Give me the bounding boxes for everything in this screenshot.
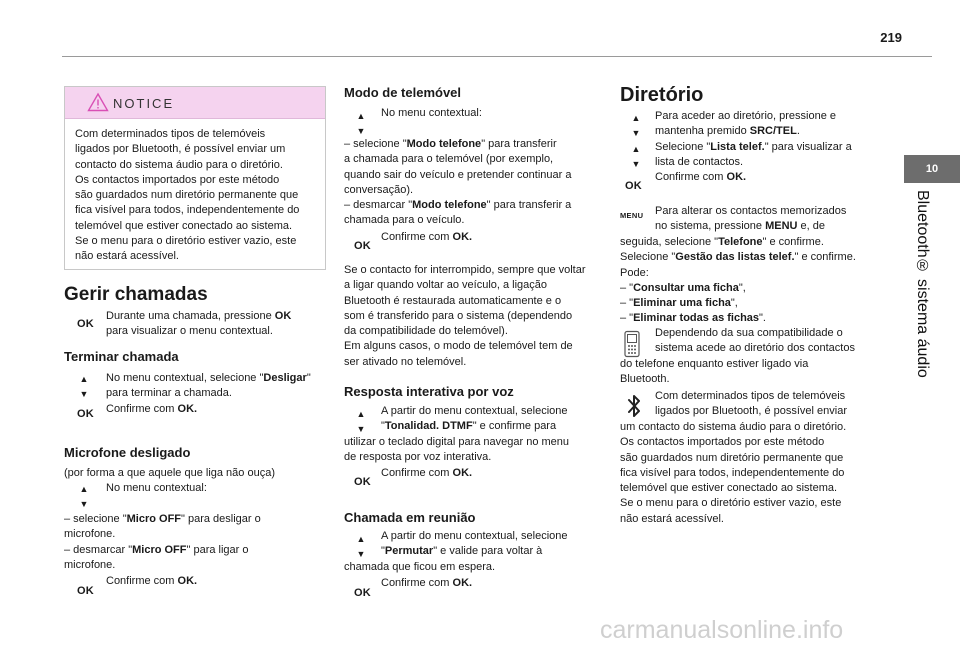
microfone-confirm: Confirme com OK.	[106, 575, 198, 587]
phone-contacts-icon	[622, 330, 642, 358]
up-down-arrows-icon: ▲ ▼	[356, 111, 366, 136]
ok-button-icon: OK	[354, 587, 371, 599]
notice-line: Se o menu para o diretório estiver vazio, este	[75, 235, 297, 248]
heading-terminar-chamada: Terminar chamada	[64, 349, 179, 364]
menu-button-icon: MENU	[620, 211, 644, 220]
notice-text	[65, 119, 325, 273]
up-down-arrows-icon: ▲ ▼	[79, 374, 89, 399]
notice-line: ligados por Bluetooth, é possível enviar um	[75, 143, 286, 156]
bluetooth-text: um contacto do sistema áudio para o diretório. Os contactos importados por este método são guardados num diretório permanente que fica visível para todos, independentemente do telemóvel que estiver conectado ao sistema. Se o menu para o diretório estiver vazio, este não estará acessível.	[620, 421, 847, 525]
notice-line: Com determinados tipos de telemóveis	[75, 128, 266, 140]
reuniao-lines: A partir do menu contextual, selecione "Permutar" e valide para voltar à	[381, 530, 568, 558]
notice-line: telemóvel que estiver conectado ao sistema.	[75, 219, 293, 232]
up-down-arrows-icon: ▲ ▼	[356, 534, 366, 559]
reuniao-line3: chamada que ficou em espera.	[344, 561, 496, 573]
modo-confirm: Confirme com OK.	[381, 231, 473, 243]
heading-resposta-voz: Resposta interativa por voz	[344, 384, 514, 399]
microfone-subtitle: (por forma a que aquele que liga não ouça)	[64, 467, 275, 479]
ok-button-icon: OK	[354, 240, 371, 252]
notice-line: Os contactos importados por este método	[75, 173, 280, 186]
diretorio-steps: Para aceder ao diretório, pressione e mantenha premido SRC/TEL. Selecione "Lista telef." para visualizar a lista de contactos. Confirme com OK.	[655, 110, 852, 184]
chapter-title: Bluetooth® sistema áudio	[914, 190, 931, 378]
chapter-tab[interactable]: 10	[904, 155, 960, 183]
notice-line: não estará acessível.	[75, 250, 179, 263]
resposta-lines: A partir do menu contextual, selecione "Tonalidad. DTMF" e confirme para	[381, 405, 568, 433]
microfone-line1: No menu contextual:	[106, 482, 207, 494]
gerir-text: Durante uma chamada, pressione OK para visualizar o menu contextual.	[106, 310, 292, 338]
up-down-arrows-icon: ▲ ▼	[79, 484, 89, 509]
up-down-arrows-icon: ▲ ▼	[631, 113, 641, 138]
compat-text: do telefone enquanto estiver ligado via Bluetooth.	[620, 358, 809, 386]
heading-microfone-desligado: Microfone desligado	[64, 445, 191, 460]
menu-lines: Para alterar os contactos memorizados no sistema, pressione MENU e, de	[655, 205, 847, 233]
resposta-confirm: Confirme com OK.	[381, 467, 473, 479]
menu-text: seguida, selecione "Telefone" e confirme. Selecione "Gestão das listas telef." e confirme. Pode: – "Consultar uma ficha", – "Eliminar uma ficha", – "Eliminar todas as fichas".	[620, 236, 856, 325]
page-number: 219	[880, 30, 902, 45]
modo-text: – selecione "Modo telefone" para transferir a chamada para o telemóvel (por exemplo, quando sair do veículo e pretender continuar a conversação). – desmarcar "Modo telefone" para transferir a chamada para o veículo.	[344, 138, 572, 227]
heading-modo-telemovel: Modo de telemóvel	[344, 85, 462, 100]
notice-header	[65, 87, 325, 119]
notice-line: contacto do sistema áudio para o diretório.	[75, 158, 283, 171]
up-down-arrows-icon: ▲ ▼	[631, 144, 641, 169]
ok-button-icon: OK	[77, 408, 94, 420]
microfone-text: – selecione "Micro OFF" para desligar o microfone. – desmarcar "Micro OFF" para ligar o microfone.	[64, 513, 261, 571]
compat-lines: Dependendo da sua compatibilidade o sistema acede ao diretório dos contactos	[655, 327, 855, 355]
header-rule	[62, 56, 932, 57]
notice-title: NOTICE	[113, 96, 175, 111]
heading-chamada-reuniao: Chamada em reunião	[344, 510, 476, 525]
up-down-arrows-icon: ▲ ▼	[356, 409, 366, 434]
heading-diretorio: Diretório	[620, 84, 704, 106]
notice-line: são guardados num diretório permanente que	[75, 189, 299, 202]
chapter-side-title	[905, 190, 943, 378]
ok-button-icon: OK	[77, 585, 94, 597]
notice-box	[64, 86, 326, 270]
watermark: carmanualsonline.info	[600, 616, 844, 644]
notice-line: fica visível para todos, independentemente do	[75, 204, 300, 217]
modo-line1: No menu contextual:	[381, 107, 482, 119]
ok-button-icon: OK	[77, 318, 94, 330]
bluetooth-icon	[626, 393, 642, 419]
terminar-text: No menu contextual, selecione "Desligar" para terminar a chamada. Confirme com OK.	[106, 372, 311, 415]
resposta-text: utilizar o teclado digital para navegar no menu de resposta por voz interativa.	[344, 436, 570, 464]
ok-button-icon: OK	[625, 180, 642, 192]
warning-icon	[87, 92, 109, 112]
heading-gerir-chamadas: Gerir chamadas	[64, 284, 208, 305]
bluetooth-lines: Com determinados tipos de telemóveis ligados por Bluetooth, é possível enviar	[655, 390, 848, 418]
modo-paragraph: Se o contacto for interrompido, sempre que voltar a ligar quando voltar ao veículo, a ligação Bluetooth é restaurada automaticamente e o som é transferido para o sistema (dependendo da compatibilidade do telemóvel). Em alguns casos, o modo de telemóvel tem de ser ativado no telemóvel.	[344, 264, 586, 368]
ok-button-icon: OK	[354, 476, 371, 488]
reuniao-confirm: Confirme com OK.	[381, 577, 473, 589]
